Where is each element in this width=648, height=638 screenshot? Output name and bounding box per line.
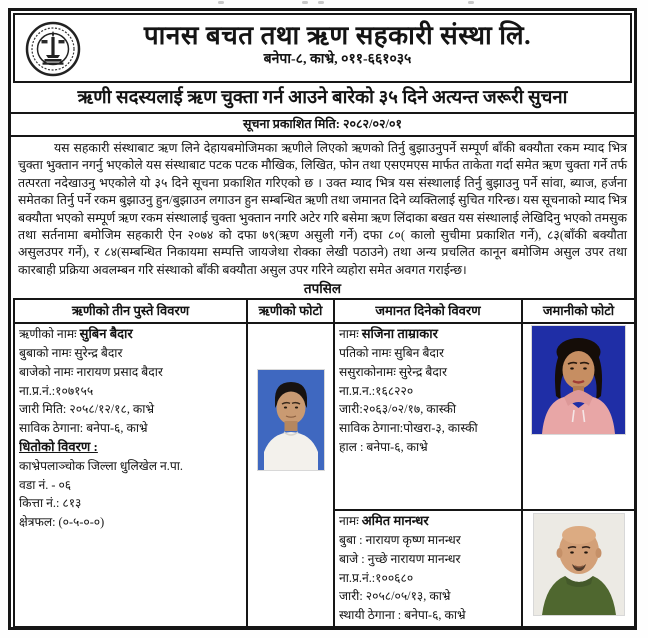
guarantor1-issued-line: जारी:२०६३/०२/१७, कास्की (339, 402, 457, 417)
guarantor2-photo-cell (522, 510, 635, 627)
org-name: पानस बचत तथा ऋण सहकारी संस्था लि. (143, 21, 532, 50)
guarantor1-portrait-photo (532, 326, 625, 434)
header-guarantor-details: जमानत दिनेको विवरण (334, 299, 522, 323)
cooperative-round-seal-icon (24, 19, 82, 79)
guarantor1-husband-line: पतिको नामः सुबिन बैदार (339, 346, 445, 361)
borrower-issued-line: जारी मिति: २०५८/१२/१८, काभ्रे (19, 402, 155, 417)
guarantor2-father-line: बुबा : नारायण कृष्ण मानन्धर (339, 533, 461, 548)
borrower-grandfather-line: बाजेको नामः नारायण प्रसाद बैदार (19, 364, 163, 379)
org-address: बनेपा-८, काभ्रे, ०११-६६१०३५ (263, 52, 412, 67)
guarantor2-name-label: नामः (339, 514, 359, 529)
borrower-guarantor-table (13, 298, 636, 628)
guarantor2-name-line (339, 512, 517, 531)
section-title-tapasil: तपसिल (303, 281, 342, 297)
guarantor1-name: सजिना ताम्राकार (361, 326, 438, 342)
guarantor2-name: अमित मानन्धर (361, 513, 429, 529)
borrower-address-line: साविक ठेगाना: बनेपा-६, काभ्रे (19, 421, 148, 436)
glyph-remnant (318, 1, 324, 4)
letterhead (13, 13, 632, 83)
borrower-name: सुबिन बैदार (79, 326, 133, 342)
glyph-remnant (218, 1, 224, 4)
header-guarantor-photo: जमानीको फोटो (522, 299, 635, 323)
collateral-district-line: काभ्रेपलाञ्चोक जिल्ला धुलिखेल न.पा. (19, 458, 183, 473)
guarantor2-grandfather-line: बाजे : नुच्छे नारायण मानन्धर (339, 551, 461, 566)
borrower-father-line: बुबाको नामः सुरेन्द्र बैदार (19, 346, 123, 361)
guarantor2-permanent-address-line: स्थायी ठेगाना : बनेपा-६, काभ्रे (339, 608, 466, 623)
collateral-title: धितोको विवरण : (19, 439, 98, 455)
glyph-remnant (468, 1, 474, 4)
cropped-text-remnants (0, 1, 648, 7)
borrower-photo-cell (247, 323, 334, 627)
borrower-portrait-photo (258, 370, 324, 470)
published-date-line: सूचना प्रकाशित मिति: २०८२/०२/०१ (11, 114, 634, 137)
guarantor2-portrait-photo (534, 514, 624, 615)
guarantor2-details-cell (334, 510, 522, 627)
collateral-plot-line: कित्ता नं.: ८१३ (19, 496, 82, 511)
glyph-remnant (302, 1, 308, 4)
borrower-name-label: ऋणीको नामः (19, 327, 77, 342)
guarantor1-former-address-line: साविक ठेगाना:पोखरा-३, कास्की (339, 421, 478, 436)
guarantor1-photo-cell (522, 323, 635, 510)
header-borrower-details: ऋणीको तीन पुस्ते विवरण (14, 299, 247, 323)
guarantor2-issued-line: जारी: २०५८/०५/१३, काभ्रे (339, 589, 451, 604)
guarantor1-father-in-law-line: ससुराकोनामः सुरेन्द्र बैदार (339, 364, 447, 379)
notice-body-paragraph: यस सहकारी संस्थाबाट ऋण लिने देहायबमोजिमका ऋणीले लिएको ऋणको तिर्नु बुझाउनुपर्ने सम्पूर्ण बाँकी बक्यौता रकम म्याद भित्र चुक्ता भुक्तान नगर्नु भएकोले यस संस्थाबाट पटक पटक मौखिक, लिखित, फोन तथा एसएमएस मार्फत ताकेता गर्दा समेत ऋण चुक्ता गर्ने तर्फ तत्परता नदेखाउनु भएकोले यो ३५ दिने सूचना प्रकाशित गरिएको छ । उक्त म्याद भित्र यस संस्थालाई तिर्नु बुझाउनु पर्ने सांवा, ब्याज, हर्जना समेतका तिर्नु पर्ने रकम बुझाउनु हुन/बुझाउन लगाउन हुन सम्बन्धित ऋणी तथा जमानत दिने व्यक्तिलाई सुचित गरिन्छ। यस सूचनाको म्याद भित्र बक्यौता भएको सम्पूर्ण ऋण रकम संस्थालाई चुक्ता भुक्तान नगरि अटेर गरि बसेमा ऋण लिंदाका बखत यस संस्थालाई लेखिदिनु भएको तमसुक तथा सर्तनामा बमोजिम सहकारी ऐन २०७४ को दफा ७९(ऋण असुली गर्ने) दफा ८०( कालो सुचीमा प्रकाशित गर्ने), ८३(बाँकी बक्यौता असुलउपर गर्ने), र ८४(सम्बन्धित निकायमा सम्पत्ति जायजेथा रोक्का लेखी पठाउने) तथा अन्य प्रचलित कानून बमोजिम असुल उपर तथा कारबाही प्रक्रिया अवलम्बन गरि संस्थाको बाँकी बक्यौता असुल उपर गरिने व्यहोरा समेत अवगत गराईन्छ। (18, 141, 627, 277)
table-row (14, 323, 635, 510)
borrower-details-cell (14, 323, 247, 627)
table-header-row (14, 299, 635, 323)
guarantor1-details-cell (334, 323, 522, 510)
collateral-area-line: क्षेत्रफल: (०-५-०-०) (19, 515, 105, 530)
guarantor2-citizenship-line: ना.प्र.नं.:१००६८० (339, 570, 414, 585)
document-frame (8, 8, 637, 630)
header-borrower-photo: ऋणीको फोटो (247, 299, 334, 323)
guarantor1-name-label: नामः (339, 327, 359, 342)
guarantor1-name-line (339, 325, 517, 344)
borrower-citizenship-line: ना.प्र.नं.:१०७१५५ (19, 383, 94, 398)
guarantor1-current-address-line: हाल : बनेपा-६, काभ्रे (339, 440, 428, 455)
notice-headline: ऋणी सदस्यलाई ऋण चुक्ता गर्न आउने बारेको ३५ दिने अत्यन्त जरूरी सुचना (11, 85, 634, 114)
borrower-name-line (19, 325, 242, 344)
guarantor1-citizenship-line: ना.प्र.न.:१६८२२० (339, 383, 414, 398)
collateral-ward-line: वडा नं. - ०६ (19, 477, 72, 492)
